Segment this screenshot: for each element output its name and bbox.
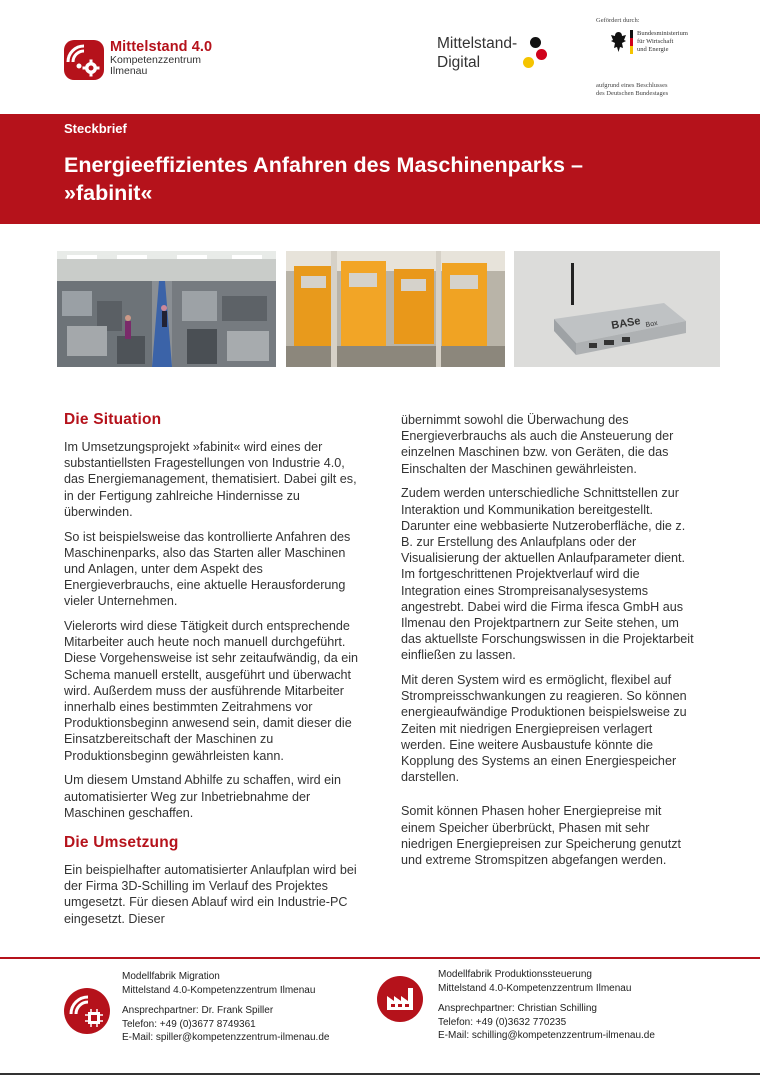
left-column bbox=[64, 411, 368, 935]
ministry-line-3: und Energie bbox=[637, 45, 669, 53]
kicker-label: Steckbrief bbox=[64, 121, 127, 136]
paragraph: übernimmt sowohl die Überwachung des Energieverbrauchs als auch die Ansteuerung der einzelnen Maschinen bzw. von Geräten, die das Einschalten der Maschinen gewährleisten. bbox=[401, 413, 674, 476]
page-title bbox=[64, 152, 684, 208]
right-column bbox=[401, 412, 699, 877]
md-logo-line-1: Mittelstand- bbox=[437, 35, 518, 52]
footer-divider bbox=[0, 957, 760, 959]
contact-right bbox=[438, 968, 655, 1043]
contact-phone: Telefon: +49 (0)3632 770235 bbox=[438, 1016, 567, 1028]
contact-title: Modellfabrik Migration bbox=[122, 971, 220, 982]
contact-person: Ansprechpartner: Christian Schilling bbox=[438, 1003, 597, 1014]
contact-person: Ansprechpartner: Dr. Frank Spiller bbox=[122, 1005, 274, 1016]
funder-block bbox=[596, 17, 706, 98]
paragraph: Mit deren System wird es ermöglicht, flexibel auf Strompreisschwankungen zu reagieren. So können energieaufwändige Produktionen beispielsweise zu Zeiten mit niedrigen Energiepreisen verlagert werden. Eine weitere Ausbaustufe könnte die Kopplung des Systems an einen Energiespeicher darstellen. bbox=[401, 673, 687, 785]
mittelstand-digital-logo bbox=[437, 34, 550, 74]
title-line-2: »fabinit« bbox=[64, 180, 153, 205]
page-bottom-rule bbox=[0, 1073, 760, 1075]
paragraph: Zudem werden unterschiedliche Schnittstellen zur Interaktion und Kommunikation bereitgestellt. Darunter eine webbasierte Nutzeroberfläche, die z. B. zur Erstellung des Anlaufplans oder der Visualisierung der aktuellen Anlaufparameter dient. Im fortgeschrittenen Projektverlauf wird die Integration eines Strompreisanalysesystems angestrebt. Dabei wird die Firma ifesca GmbH aus Ilmenau den Projektpartnern zur Seite stehen, um das aktuellste Forschungswissen in die Projektarbeit einfließen zu lassen. bbox=[401, 486, 694, 663]
kompetenzzentrum-logo bbox=[64, 40, 212, 80]
funder-label: Gefördert durch: bbox=[596, 17, 640, 24]
heading-situation: Die Situation bbox=[64, 411, 162, 428]
logo-line-1: Kompetenzzentrum bbox=[110, 54, 202, 67]
paragraph: Vielerorts wird diese Tätigkeit durch entsprechende Mitarbeiter auch heute noch manuell durchgeführt. Diese Vorgehensweise ist sehr zeitaufwändig, da ein Schema manuell erstellt, ausgeführt und überwacht wird. Außerdem muss der ausführende Mitarbeiter innerhalb eines bestimmten Zeitrahmens vor Produktionsbeginn anwesend sein, damit dieser die Einsatzbereitschaft der Maschinen zu Produktionsbeginn gewährleisten kann. bbox=[64, 619, 359, 763]
ministry-line-1: Bundesministerium bbox=[637, 30, 688, 37]
contact-left bbox=[122, 970, 329, 1045]
machines-photo bbox=[286, 251, 505, 367]
factory-hall-photo bbox=[57, 251, 276, 367]
paragraph: Ein beispielhafter automatisierter Anlaufplan wird bei der Firma 3D-Schilling im Verlauf des Projektes umgesetzt. Für diesen Ablauf wird ein Industrie-PC eingesetzt. Dieser bbox=[64, 862, 357, 926]
device-label: BASe bbox=[610, 315, 642, 332]
contact-email[interactable]: E-Mail: spiller@kompetenzzentrum-ilmenau.de bbox=[122, 1032, 330, 1043]
contact-phone: Telefon: +49 (0)3677 8749361 bbox=[122, 1018, 256, 1030]
heading-implementation: Die Umsetzung bbox=[64, 833, 179, 851]
contact-org: Mittelstand 4.0-Kompetenzzentrum Ilmenau bbox=[438, 982, 632, 994]
device-sublabel: Box bbox=[645, 319, 659, 329]
contact-title: Modellfabrik Produktionssteuerung bbox=[438, 969, 592, 980]
wireless-chip-icon bbox=[64, 988, 110, 1034]
base-box-device-photo bbox=[514, 251, 720, 367]
paragraph: Im Umsetzungsprojekt »fabinit« wird eines der substantiellsten Fragestellungen von Industrie 4.0, das Energiemanagement, thematisiert. Dabei gilt es, in der Fertigung zahlreiche Hindernisse zu überwinden. bbox=[64, 440, 357, 519]
md-dots-icon bbox=[520, 34, 550, 74]
paragraph: Somit können Phasen hoher Energiepreise mit einem Speicher überbrückt, Phasen mit sehr niedrigen Energiepreisen zur Speicherung genutzt und extreme Stromspitzen abgefangen werden. bbox=[401, 804, 682, 868]
contact-org: Mittelstand 4.0-Kompetenzzentrum Ilmenau bbox=[122, 984, 316, 996]
paragraph: Um diesem Umstand Abhilfe zu schaffen, wird ein automatisierter Weg zur Inbetriebnahme der Maschinen geschaffen. bbox=[64, 773, 341, 820]
ministry-line-2: für Wirtschaft bbox=[637, 37, 674, 45]
funder-note-2: des Deutschen Bundestages bbox=[596, 89, 669, 97]
contact-email[interactable]: E-Mail: schilling@kompetenzzentrum-ilmenau.de bbox=[438, 1030, 655, 1041]
german-flag-icon bbox=[630, 30, 633, 54]
wireless-gear-icon bbox=[64, 40, 104, 80]
federal-eagle-icon bbox=[610, 30, 627, 54]
title-banner bbox=[0, 114, 760, 224]
logo-line-2: Ilmenau bbox=[110, 65, 148, 78]
md-logo-line-2: Digital bbox=[437, 54, 481, 72]
title-line-1: Energieeffizientes Anfahren des Maschinenparks – bbox=[64, 153, 583, 177]
funder-note-1: aufgrund eines Beschlusses bbox=[596, 82, 668, 89]
factory-icon bbox=[377, 976, 423, 1022]
logo-title: Mittelstand 4.0 bbox=[110, 39, 213, 55]
paragraph: So ist beispielsweise das kontrollierte Anfahren des Maschinenparks, also das Starten aller Maschinen und Anlagen, unter dem Aspekt des Energieverbrauchs, eine aktuelle Herausforderung vieler Unternehmen. bbox=[64, 529, 351, 609]
